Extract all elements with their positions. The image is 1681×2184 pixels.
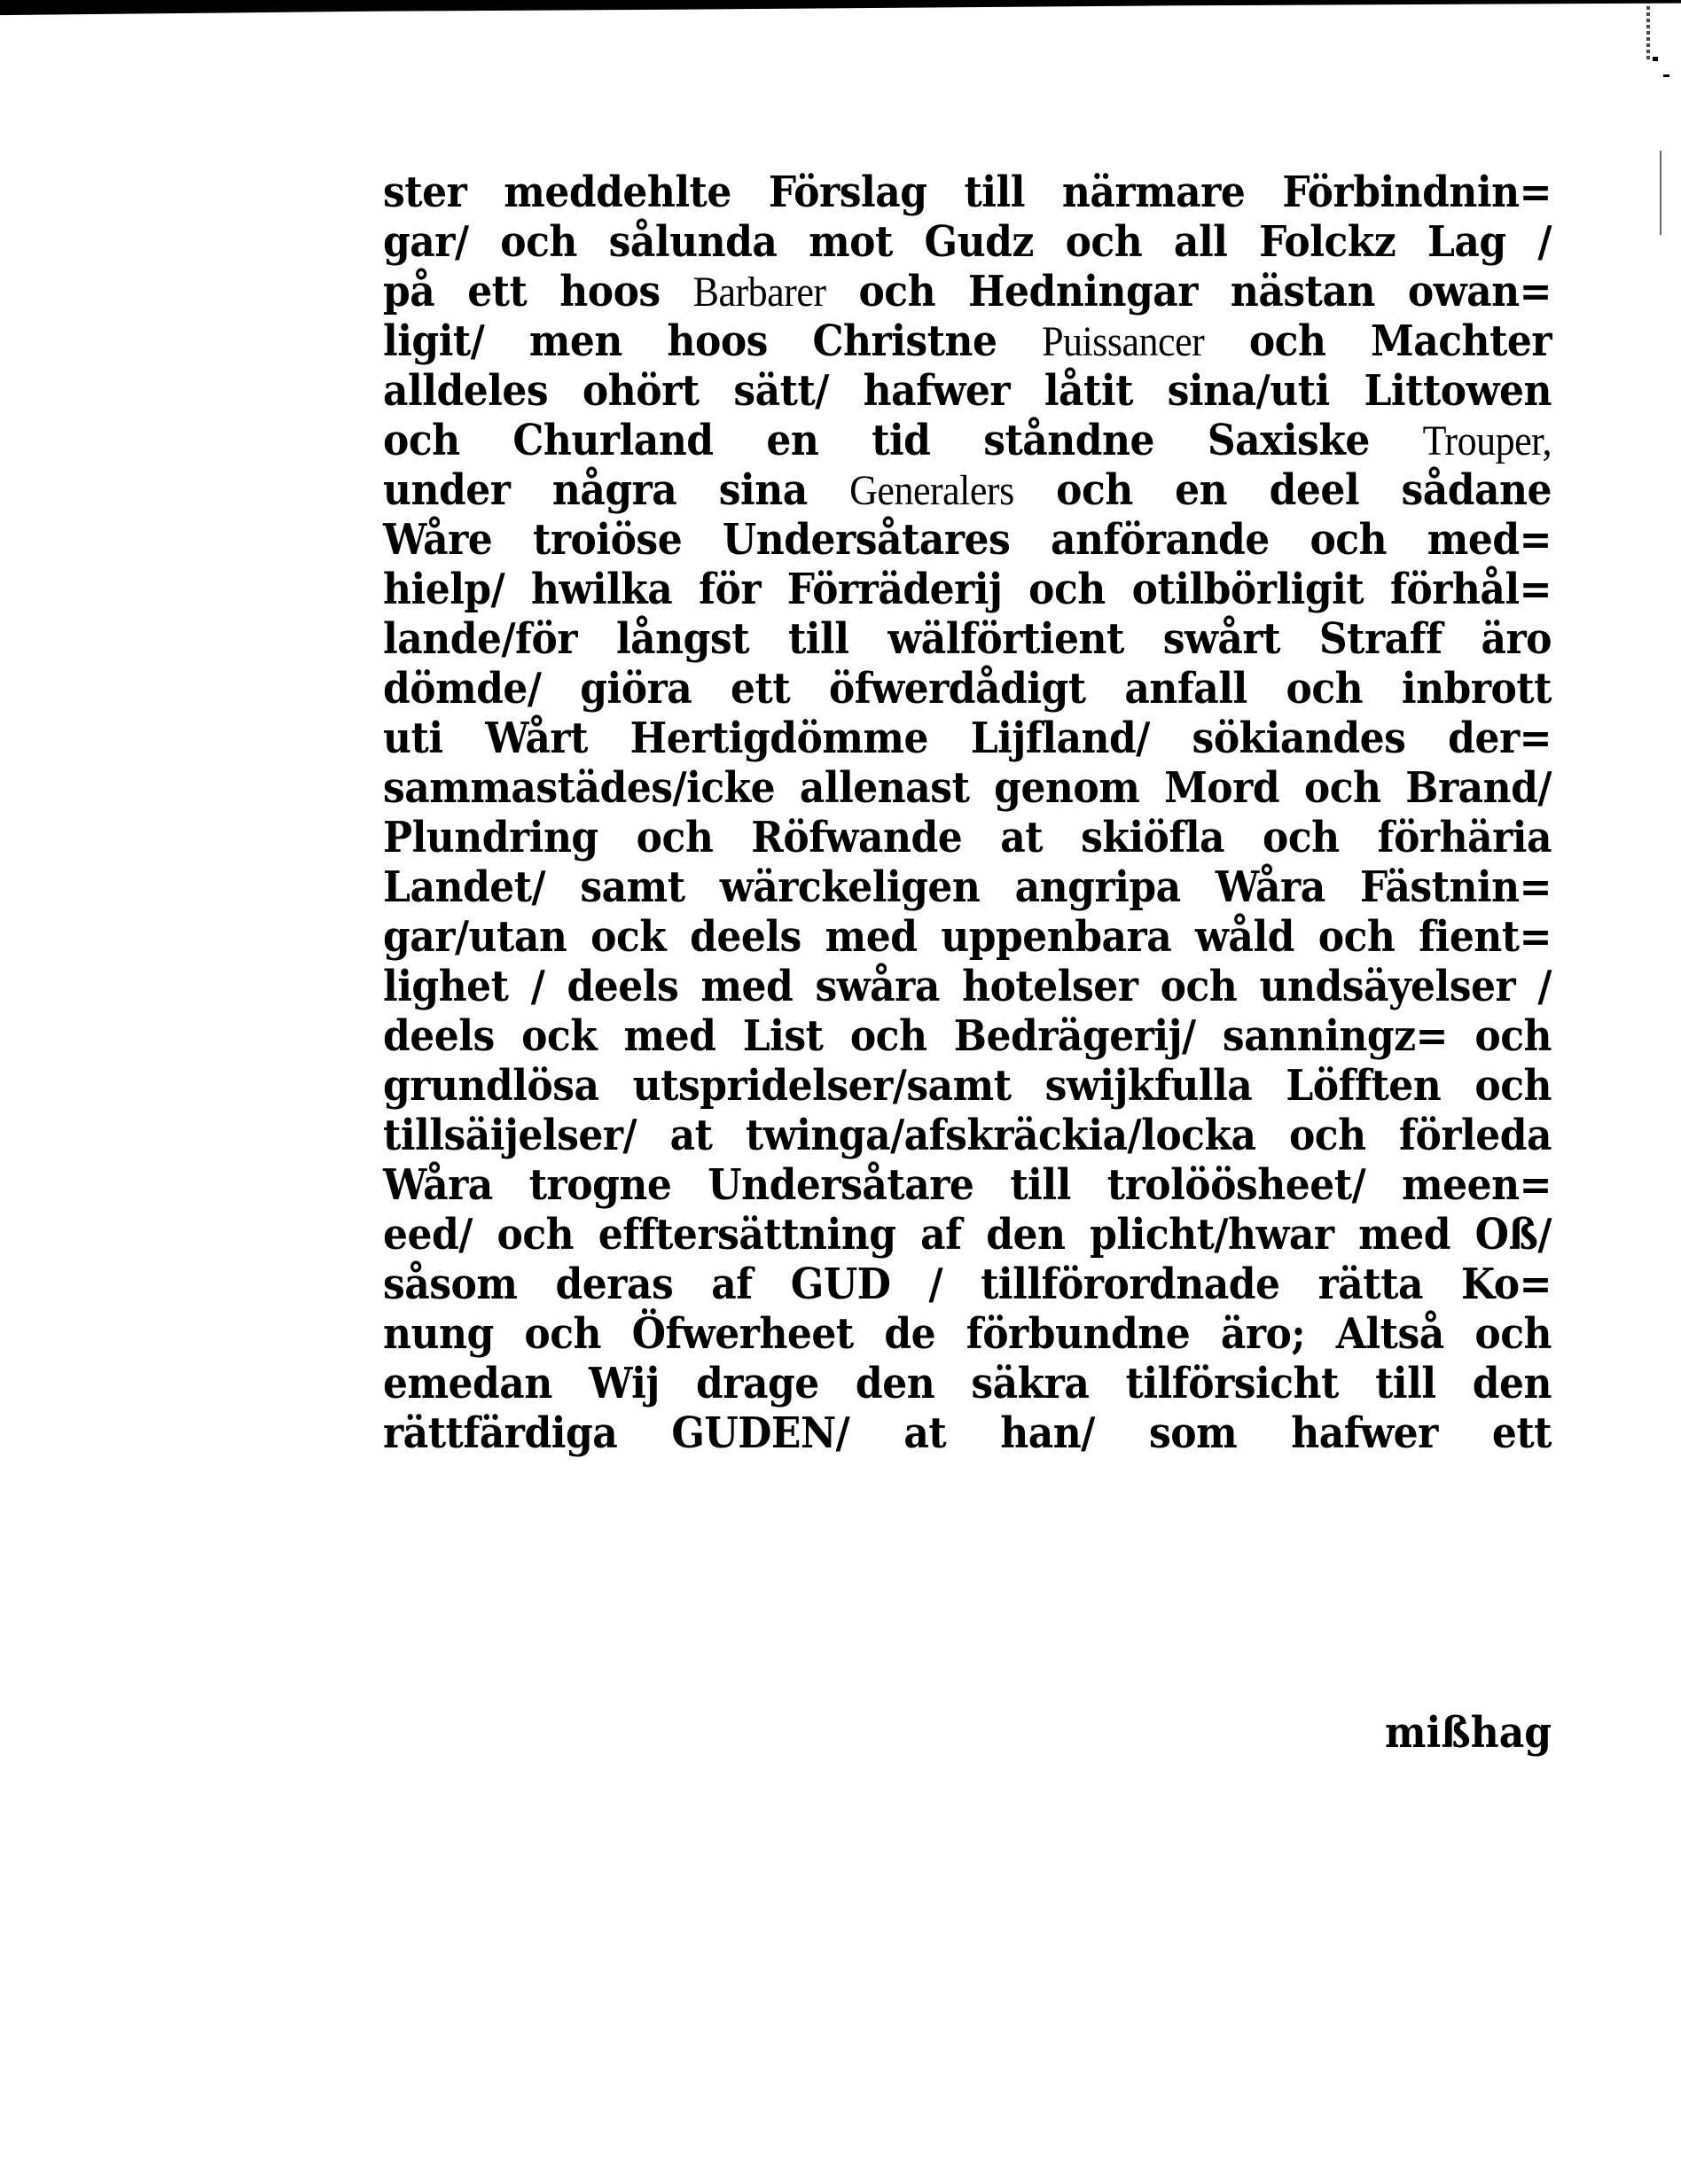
text-line: Wåre troiöse Undersåtares anförande och med= [383,515,1552,565]
text-line: såsom deras af GUD / tillförordnade rätta Ko= [383,1260,1552,1309]
text-line: rättfärdiga GUDEN/ at han/ som hafwer ett [383,1408,1552,1458]
scan-right-edge-marks [1646,0,1650,62]
scan-speck [1660,151,1661,235]
text-line: gar/ och sålunda mot Gudz och all Folckz Lag / [383,217,1552,267]
antiqua-word: Puissancer [1042,318,1205,365]
text-line: uti Wårt Hertigdömme Lijfland/ sökiandes der= [383,714,1552,763]
text-line: på ett hoos Barbarer och Hedningar nästan owan= [383,267,1552,316]
text-line: Plundring och Röfwande at skiöfla och förhäria [383,813,1552,862]
text-line: eed/ och efftersättning af den plicht/hwar med Oß/ [383,1210,1552,1260]
text-line: emedan Wij drage den säkra tilförsicht till den [383,1359,1552,1408]
antiqua-word: Trouper, [1422,417,1552,464]
text-line: ster meddehlte Förslag till närmare Förbindnin= [383,168,1552,217]
text-line: gar/utan ock deels med uppenbara wåld och fient= [383,912,1552,962]
scan-speck [1663,74,1669,77]
text-line: lighet / deels med swåra hotelser och undsäyelser / [383,962,1552,1011]
scan-top-edge-shadow [0,0,1681,16]
text-line: alldeles ohört sätt/ hafwer låtit sina/uti Littowen [383,366,1552,416]
text-line: hielp/ hwilka för Förräderij och otilbörligit förhål= [383,565,1552,614]
text-line: deels ock med List och Bedrägerij/ sanningz= och [383,1011,1552,1061]
catchword: mißhag [1385,1708,1552,1758]
text-line: tillsäijelser/ at twinga/afskräckia/locka och förleda [383,1111,1552,1160]
text-line: sammastädes/icke allenast genom Mord och Brand/ [383,763,1552,813]
text-line: under några sina Generalers och en deel sådane [383,465,1552,515]
antiqua-word: Barbarer [692,269,826,316]
text-line: nung och Öfwerheet de förbundne äro; Altså och [383,1309,1552,1359]
text-line: Landet/ samt wärckeligen angripa Wåra Fästnin= [383,862,1552,912]
text-line: lande/för långst till wälförtient swårt Straff äro [383,614,1552,664]
text-line: dömde/ giöra ett öfwerdådigt anfall och inbrott [383,664,1552,714]
page-text-block [383,168,1552,1459]
antiqua-word: Generalers [849,467,1014,514]
text-line: Wåra trogne Undersåtare till trolöösheet/ meen= [383,1160,1552,1210]
text-line: och Churland en tid ståndne Saxiske Trouper, [383,416,1552,465]
text-line: ligit/ men hoos Christne Puissancer och Machter [383,316,1552,366]
text-line: grundlösa utspridelser/samt swijkfulla Löfften och [383,1061,1552,1111]
scan-speck [1653,57,1658,61]
